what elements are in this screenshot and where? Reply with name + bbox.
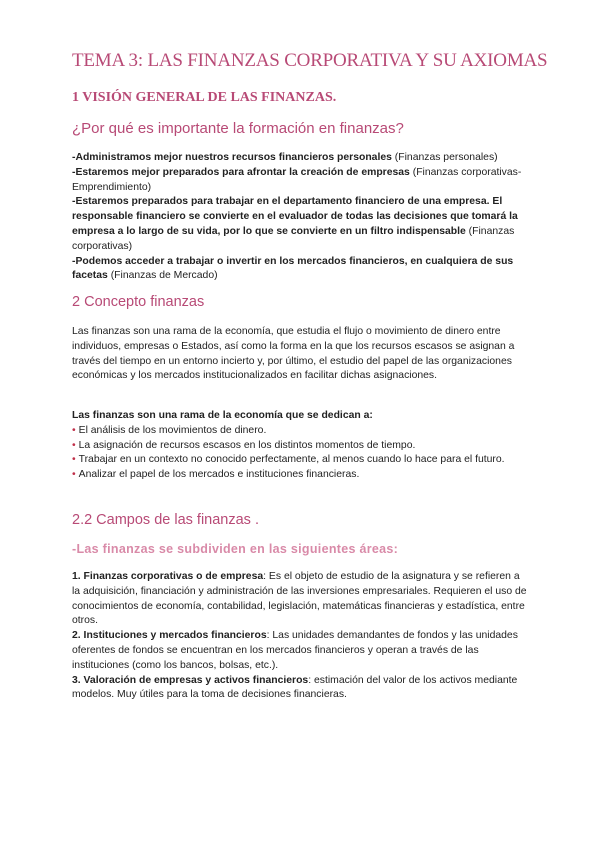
point-1: -Administramos mejor nuestros recursos financieros personales (Finanzas personales)	[72, 152, 498, 163]
point-4: -Podemos acceder a trabajar o invertir en los mercados financieros, en cualquiera de sus facetas (Finanzas de Mercado)	[72, 255, 514, 282]
area-1: 1. Finanzas corporativas o de empresa: Es el objeto de estudio de la asignatura y se refieren a la adquisición, financiación y administración de las inversiones empresariales. Requieren el uso de conocimientos de economía, contabilidad, legislación, matemáticas financieras y estadística, entre otros.	[72, 571, 527, 627]
point-3: -Estaremos preparados para trabajar en el departamento financiero de una empresa. El responsable financiero se convierte en el evaluador de todas las decisiones que tomará la empresa a lo largo de su vida, por lo que se convierte en un filtro indispensable (Finanzas corporativas)	[72, 196, 518, 252]
section-2-2-subheading: -Las finanzas se subdividen en las siguientes áreas:	[72, 542, 399, 556]
area-3: 3. Valoración de empresas y activos financieros: estimación del valor de los activos mediante modelos. Muy útiles para la toma de decisiones financieras.	[72, 674, 518, 701]
area-2: 2. Instituciones y mercados financieros: Las unidades demandantes de fondos y las unidades oferentes de fondos se encuentran en los mercados financieros y operan a través de las instituciones (como los bancos, bolsas, etc.).	[72, 630, 518, 671]
list-item: • Trabajar en un contexto no conocido perfectamente, al menos cuando lo hace para el futuro.	[72, 454, 505, 466]
page-title: TEMA 3: LAS FINANZAS CORPORATIVA Y SU AXIOMAS	[72, 50, 548, 71]
section-1-heading: 1 VISIÓN GENERAL DE LAS FINANZAS.	[72, 90, 337, 105]
list-item: • Analizar el papel de los mercados e instituciones financieras.	[72, 469, 360, 481]
list-item: • La asignación de recursos escasos en los distintos momentos de tiempo.	[72, 439, 416, 451]
section-2-paragraph: Las finanzas son una rama de la economía, que estudia el flujo o movimiento de dinero entre individuos, empresas o Estados, así como la forma en la que los recursos escasos se asignan a través del tiempo en un entorno incierto y, por último, el estudio del papel de las organizaciones económicas y los mercados institucionalizados en facilitar dichas asignaciones.	[72, 326, 515, 382]
list-intro: Las finanzas son una rama de la economía que se dedican a:	[72, 410, 373, 421]
section-2-2-heading: 2.2 Campos de las finanzas .	[72, 512, 259, 528]
section-1-points	[72, 151, 528, 284]
point-2: -Estaremos mejor preparados para afrontar la creación de empresas (Finanzas corporativas-Emprendimiento)	[72, 166, 522, 193]
section-2-heading: 2 Concepto finanzas	[72, 294, 205, 310]
list-item: • El análisis de los movimientos de dinero.	[72, 424, 267, 436]
section-1-question: ¿Por qué es importante la formación en finanzas?	[72, 120, 404, 137]
section-2-2-areas	[72, 570, 528, 703]
section-2-list	[72, 409, 528, 483]
